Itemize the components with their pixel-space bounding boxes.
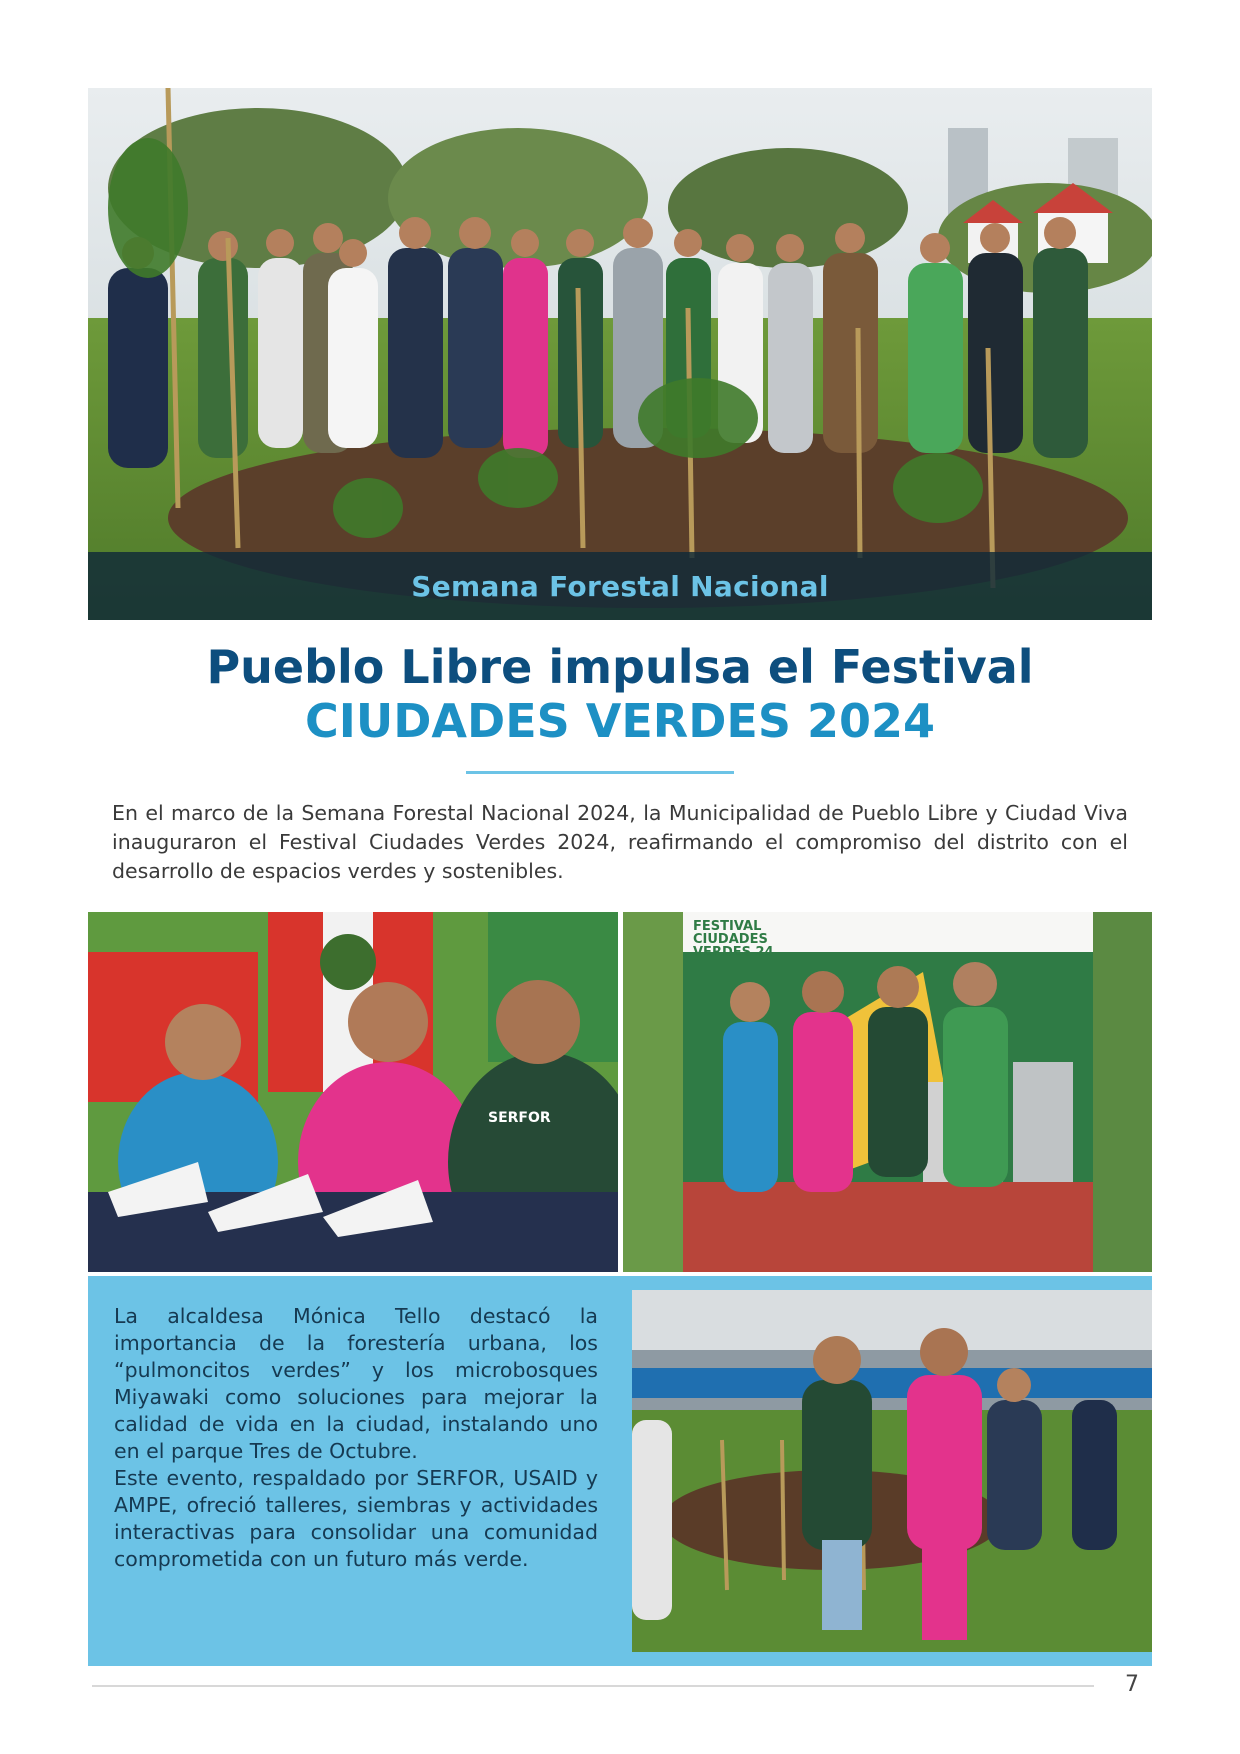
footer-divider (92, 1685, 1094, 1687)
photo-planting-illustration (632, 1290, 1152, 1652)
banner-title-line-2: CIUDADES (693, 932, 768, 947)
panel-paragraph-2: Este evento, respaldado por SERFOR, USAID y AMPE, ofreció talleres, siembras y actividades interactivas para consolidar una comunidad comprometida con un futuro más verde. (114, 1466, 598, 1571)
hero-photo-illustration (88, 88, 1152, 620)
title-divider (466, 771, 734, 774)
banner-title-line-1: FESTIVAL (693, 919, 762, 934)
photo-panel-table (88, 912, 618, 1272)
hero-photo (88, 88, 1152, 620)
title-line-2: CIUDADES VERDES 2024 (305, 694, 935, 748)
panel-paragraph-1: La alcaldesa Mónica Tello destacó la importancia de la forestería urbana, los “pulmoncitos verdes” y los microbosques Miyawaki como soluciones para mejorar la calidad de vida en la ciudad, instalando uno en el parque Tres de Octubre. (114, 1304, 598, 1463)
title-line-1: Pueblo Libre impulsa el Festival (206, 640, 1034, 694)
page-number: 7 (1125, 1672, 1139, 1697)
photo-festival-banner-illustration (623, 912, 1152, 1272)
jacket-logo-text: SERFOR (488, 1110, 551, 1126)
banner-title-line-3: VERDES 24 (693, 945, 774, 960)
photo-festival-banner (623, 912, 1152, 1272)
hero-caption-band (88, 552, 1152, 620)
hero-caption: Semana Forestal Nacional (411, 569, 829, 603)
intro-paragraph: En el marco de la Semana Forestal Nacional 2024, la Municipalidad de Pueblo Libre y Ciudad Viva inauguraron el Festival Ciudades Verdes 2024, reafirmando el compromiso del distrito con el desarrollo de espacios verdes y sostenibles. (112, 801, 1128, 883)
photo-planting (632, 1290, 1152, 1652)
photo-panel-table-illustration (88, 912, 618, 1272)
article-title (88, 640, 1152, 748)
